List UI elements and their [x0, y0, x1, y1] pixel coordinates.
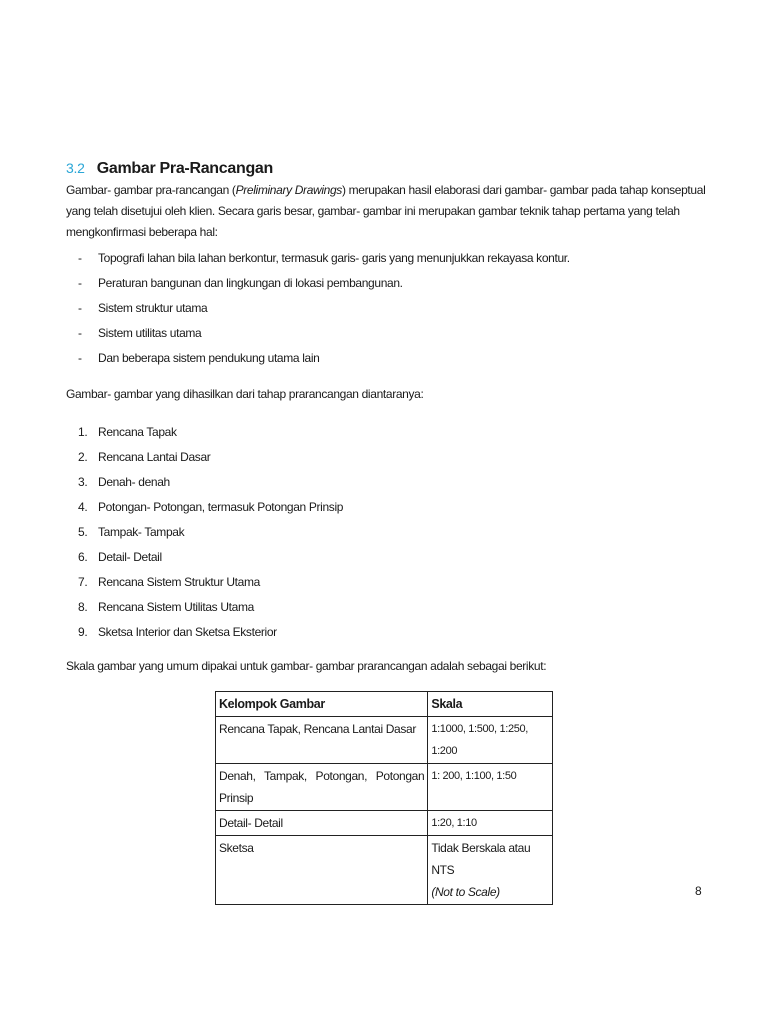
table-cell-group: Detail- Detail [216, 811, 428, 836]
bullet-marker: - [78, 351, 82, 365]
scale-table [215, 691, 553, 905]
intro-text-before: Gambar- gambar pra-rancangan ( [66, 183, 236, 197]
list-item [78, 445, 343, 470]
list-number: 8. [78, 600, 88, 614]
table-header-group: Kelompok Gambar [216, 692, 428, 717]
scale-note: (Not to Scale) [431, 885, 500, 899]
section-heading [66, 160, 273, 178]
list-number: 7. [78, 575, 88, 589]
list-item-text: Dan beberapa sistem pendukung utama lain [98, 351, 320, 365]
table-cell-scale: 1:1000, 1:500, 1:250, 1:200 [428, 717, 553, 764]
list-item-text: Rencana Tapak [98, 425, 177, 439]
bullet-marker: - [78, 301, 82, 315]
table-cell-scale: 1:20, 1:10 [428, 811, 553, 836]
list-item [78, 346, 570, 371]
list-item [78, 545, 343, 570]
list-item-text: Denah- denah [98, 475, 170, 489]
list-item [78, 271, 570, 296]
list-item-text: Rencana Sistem Utilitas Utama [98, 600, 254, 614]
list-number: 4. [78, 500, 88, 514]
list-item-text: Sketsa Interior dan Sketsa Eksterior [98, 625, 277, 639]
table-cell-scale: 1: 200, 1:100, 1:50 [428, 764, 553, 811]
bullet-marker: - [78, 326, 82, 340]
table-cell-group: Rencana Tapak, Rencana Lantai Dasar [216, 717, 428, 764]
list-item [78, 520, 343, 545]
list-item-text: Rencana Lantai Dasar [98, 450, 211, 464]
list-number: 9. [78, 625, 88, 639]
list-item [78, 570, 343, 595]
table-cell-group: Sketsa [216, 836, 428, 905]
section-number: 3.2 [66, 160, 85, 176]
page-number: 8 [695, 884, 702, 898]
intro-text-italic: Preliminary Drawings [235, 183, 342, 197]
list-item [78, 620, 343, 645]
list-item-text: Rencana Sistem Struktur Utama [98, 575, 260, 589]
table-row [216, 811, 553, 836]
table-cell-scale [428, 836, 553, 905]
intro-text-after: ) merupakan hasil elaborasi dari gambar- gambar pada tahap konseptual yang telah disetujui oleh klien. Secara garis besar, gambar- gambar ini merupakan gambar teknik tahap pertama yang telah mengkonfirmasi beberapa hal: [66, 183, 706, 239]
table-header-scale: Skala [428, 692, 553, 717]
scale-text: Tidak Berskala atau NTS [431, 841, 531, 877]
list-item-text: Peraturan bangunan dan lingkungan di lokasi pembangunan. [98, 276, 403, 290]
list-item [78, 321, 570, 346]
table-header-row [216, 692, 553, 717]
bullet-marker: - [78, 276, 82, 290]
list-number: 6. [78, 550, 88, 564]
list-item-text: Sistem struktur utama [98, 301, 208, 315]
scale-intro: Skala gambar yang umum dipakai untuk gambar- gambar prarancangan adalah sebagai berikut: [66, 659, 547, 673]
list-number: 5. [78, 525, 88, 539]
list-number: 2. [78, 450, 88, 464]
list-number: 3. [78, 475, 88, 489]
table-row [216, 836, 553, 905]
drawings-intro: Gambar- gambar yang dihasilkan dari tahap prarancangan diantaranya: [66, 387, 424, 401]
table-row [216, 717, 553, 764]
list-item [78, 595, 343, 620]
list-item [78, 246, 570, 271]
list-item-text: Topografi lahan bila lahan berkontur, termasuk garis- garis yang menunjukkan rekayasa kontur. [98, 251, 570, 265]
list-item [78, 495, 343, 520]
list-item-text: Potongan- Potongan, termasuk Potongan Prinsip [98, 500, 344, 514]
list-item [78, 296, 570, 321]
list-item-text: Sistem utilitas utama [98, 326, 202, 340]
drawings-list [78, 420, 343, 645]
list-item [78, 470, 343, 495]
list-item-text: Tampak- Tampak [98, 525, 185, 539]
list-number: 1. [78, 425, 88, 439]
list-item [78, 420, 343, 445]
bullet-marker: - [78, 251, 82, 265]
table-row [216, 764, 553, 811]
bullet-list [78, 246, 570, 371]
list-item-text: Detail- Detail [98, 550, 162, 564]
table-cell-group: Denah, Tampak, Potongan, Potongan Prinsip [216, 764, 428, 811]
section-title: Gambar Pra-Rancangan [96, 160, 274, 177]
intro-paragraph [66, 180, 716, 243]
